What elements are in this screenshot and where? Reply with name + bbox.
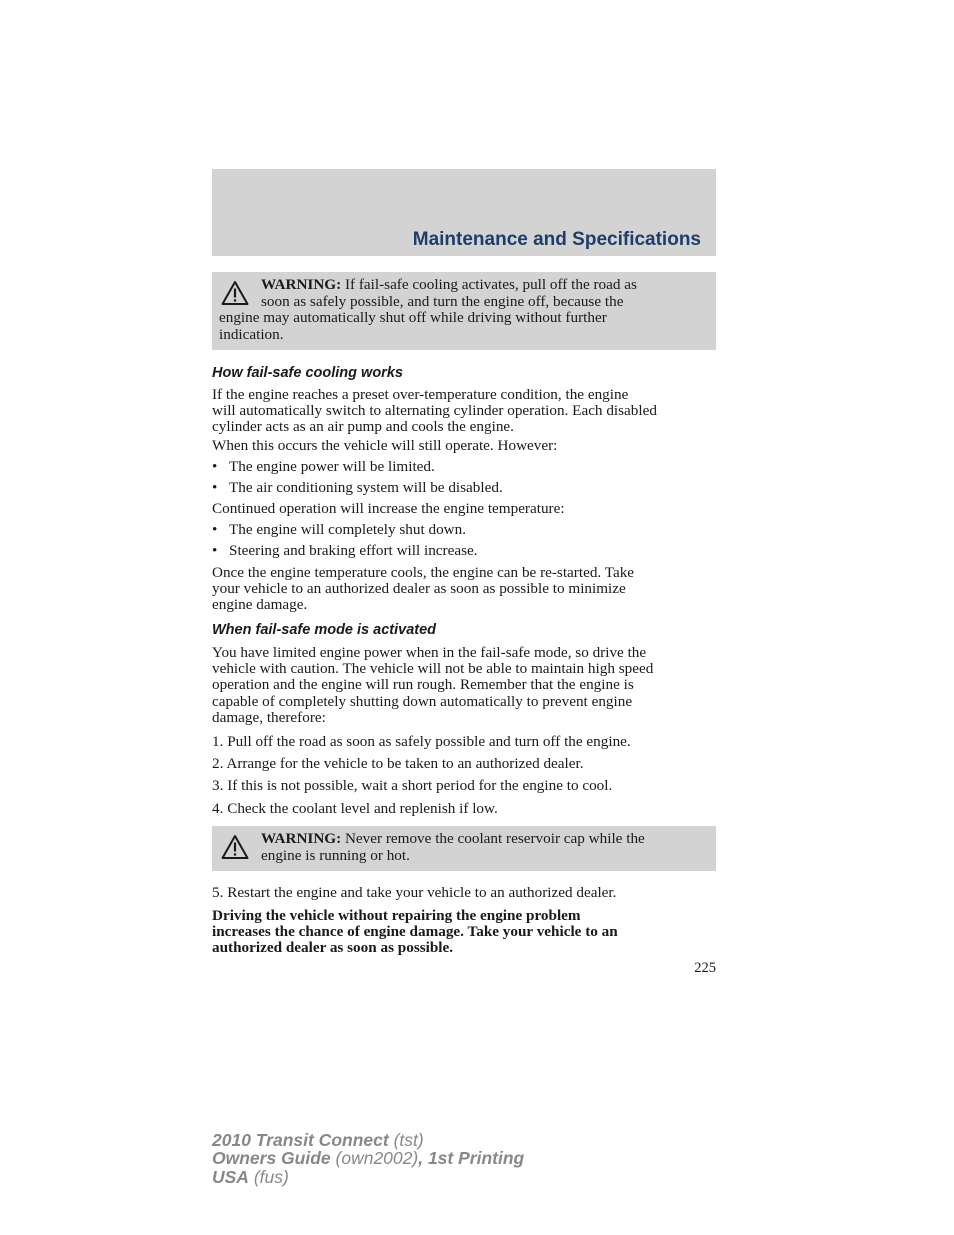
footer-model: 2010 Transit Connect <box>212 1130 389 1150</box>
bold-paragraph <box>212 908 716 957</box>
warning-text: Never remove the coolant reservoir cap while the <box>344 830 645 847</box>
list-item: • The engine will completely shut down. <box>212 521 467 538</box>
warning-triangle-icon <box>221 280 249 306</box>
paragraph <box>212 387 716 436</box>
footer-model-code: (tst) <box>393 1130 424 1150</box>
step-item: 5. Restart the engine and take your vehicle to an authorized dealer. <box>212 884 617 901</box>
step-item: 4. Check the coolant level and replenish if low. <box>212 800 498 817</box>
footer-region-code: (fus) <box>253 1166 289 1187</box>
list-item-text: The air conditioning system will be disabled. <box>229 479 503 496</box>
text-line: operation and the engine will run rough. Remember that the engine is <box>212 676 634 694</box>
subheading-how-it-works: How fail-safe cooling works <box>212 365 403 381</box>
subheading-when-activated: When fail-safe mode is activated <box>212 622 437 638</box>
text-line: Once the engine temperature cools, the engine can be re-started. Take <box>212 564 635 581</box>
paragraph: Continued operation will increase the engine temperature: <box>212 500 565 517</box>
warning-label: WARNING: <box>261 276 342 293</box>
footer-region: USA <box>212 1166 249 1187</box>
text-line: If the engine reaches a preset over-temperature condition, the engine <box>212 386 629 403</box>
warning-box-fail-safe <box>212 272 716 350</box>
step-item: 3. If this is not possible, wait a short period for the engine to cool. <box>212 777 613 794</box>
text-line: You have limited engine power when in the fail-safe mode, so drive the <box>212 644 647 661</box>
text-line: vehicle with caution. The vehicle will not be able to maintain high speed <box>212 660 654 678</box>
text-line: Driving the vehicle without repairing the engine problem <box>212 907 581 924</box>
list-item: • The air conditioning system will be disabled. <box>212 479 503 496</box>
warning-text: indication. <box>219 325 284 343</box>
paragraph <box>212 565 716 614</box>
paragraph: When this occurs the vehicle will still operate. However: <box>212 437 558 454</box>
warning-triangle-icon <box>221 834 249 860</box>
list-item: • The engine power will be limited. <box>212 458 435 475</box>
step-item: 1. Pull off the road as soon as safely possible and turn off the engine. <box>212 733 631 750</box>
footer-printing: , 1st Printing <box>418 1148 525 1169</box>
paragraph <box>212 645 716 726</box>
warning-label: WARNING: <box>261 830 342 847</box>
text-line: will automatically switch to alternating cylinder operation. Each disabled <box>212 402 657 420</box>
list-item-text: The engine will completely shut down. <box>229 521 467 538</box>
step-item: 2. Arrange for the vehicle to be taken to an authorized dealer. <box>212 755 584 772</box>
page-number: 225 <box>694 960 716 976</box>
footer-guide: Owners Guide <box>212 1148 331 1169</box>
warning-text: soon as safely possible, and turn the engine off, because the <box>261 292 624 310</box>
section-header <box>212 169 716 256</box>
text-line: capable of completely shutting down automatically to prevent engine <box>212 692 633 710</box>
list-item: • Steering and braking effort will increase. <box>212 542 478 559</box>
section-title: Maintenance and Specifications <box>412 229 701 250</box>
warning-text: If fail-safe cooling activates, pull off the road as <box>344 276 637 293</box>
warning-text: engine may automatically shut off while driving without further <box>219 309 607 326</box>
text-line: engine damage. <box>212 596 308 614</box>
text-line: your vehicle to an authorized dealer as soon as possible to minimize <box>212 580 626 598</box>
list-item-text: Steering and braking effort will increase. <box>229 542 478 559</box>
text-line: authorized dealer as soon as possible. <box>212 939 454 957</box>
text-line: cylinder acts as an air pump and cools the engine. <box>212 418 514 436</box>
warning-box-coolant-cap <box>212 826 716 871</box>
list-item-text: The engine power will be limited. <box>229 458 435 475</box>
footer-guide-code: (own2002) <box>335 1148 419 1169</box>
warning-text: engine is running or hot. <box>261 846 410 864</box>
text-line: increases the chance of engine damage. Take your vehicle to an <box>212 923 618 941</box>
text-line: damage, therefore: <box>212 708 326 726</box>
document-footer <box>212 1131 524 1186</box>
